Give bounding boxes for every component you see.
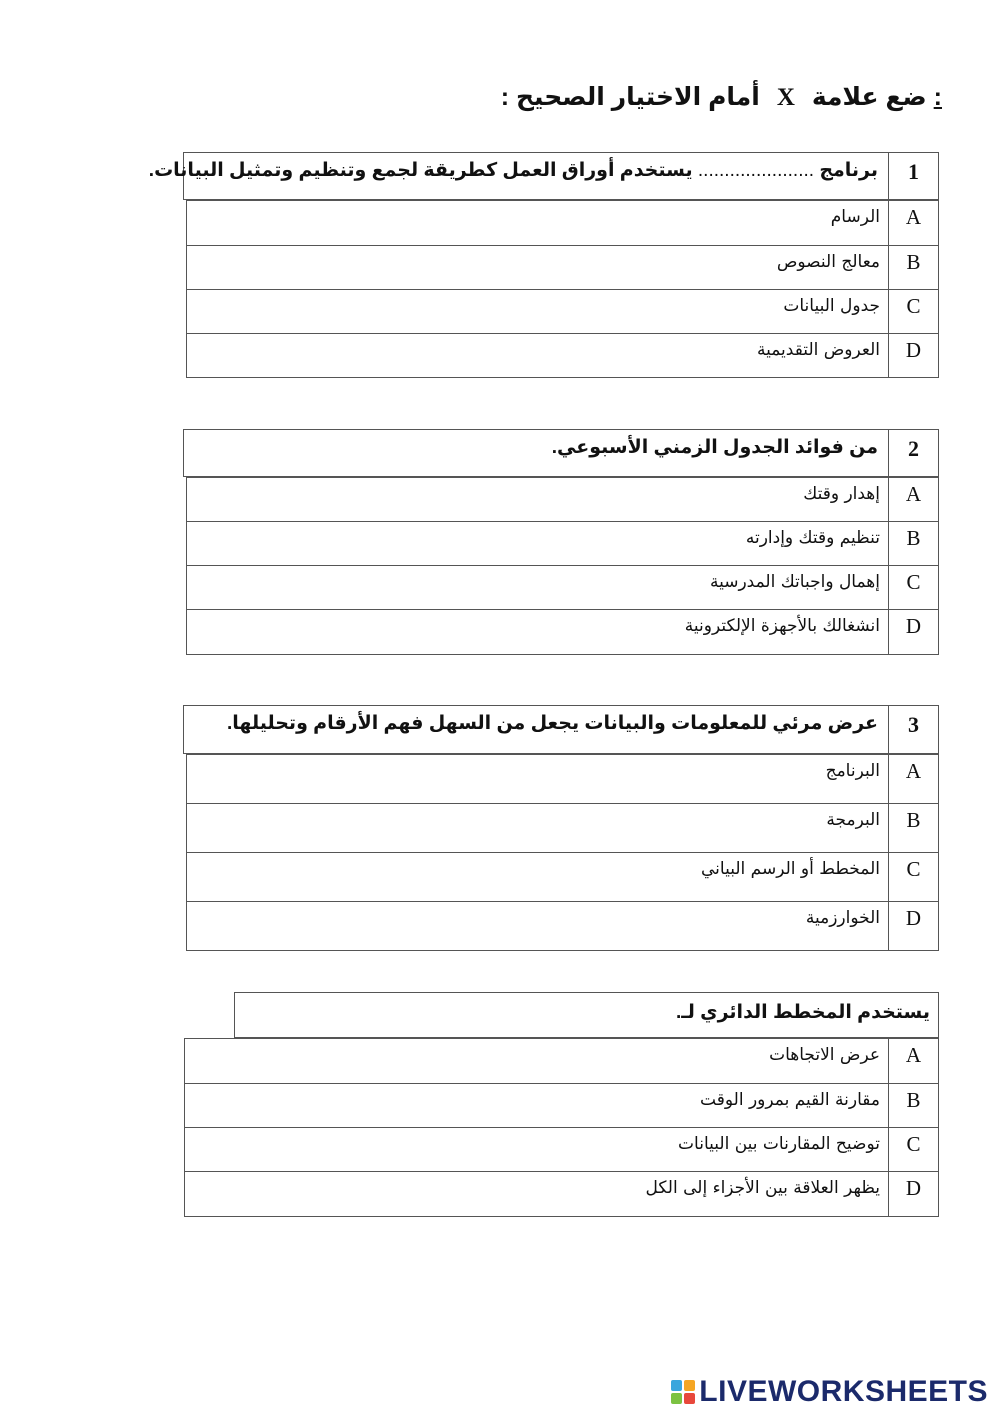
option-row[interactable] bbox=[185, 1127, 938, 1171]
question-4-header bbox=[234, 992, 939, 1038]
logo-square bbox=[671, 1380, 682, 1391]
question-1-blank[interactable]: ...................... bbox=[697, 160, 815, 181]
option-letter: B bbox=[888, 804, 938, 852]
option-text: مقارنة القيم بمرور الوقت bbox=[700, 1090, 880, 1110]
question-4-options bbox=[184, 1038, 939, 1217]
option-text: إهدار وقتك bbox=[803, 484, 880, 504]
option-row[interactable] bbox=[187, 521, 938, 565]
option-text: الخوارزمية bbox=[805, 908, 880, 928]
question-1-text bbox=[149, 153, 888, 199]
logo-square bbox=[684, 1380, 695, 1391]
question-3-header bbox=[183, 705, 939, 754]
option-row[interactable] bbox=[187, 901, 938, 950]
title-colon: : bbox=[933, 83, 942, 111]
option-text: العروض التقديمية bbox=[756, 340, 880, 360]
option-row[interactable] bbox=[187, 803, 938, 852]
option-row[interactable] bbox=[185, 1038, 938, 1083]
title-colon-end: : bbox=[500, 83, 510, 111]
question-1-header bbox=[148, 152, 939, 200]
option-text: المخطط أو الرسم البياني bbox=[700, 859, 880, 879]
option-letter: C bbox=[888, 566, 938, 609]
option-letter: D bbox=[888, 610, 938, 654]
question-2-options bbox=[186, 477, 939, 655]
option-text: يظهر العلاقة بين الأجزاء إلى الكل bbox=[645, 1178, 880, 1198]
option-row[interactable] bbox=[187, 333, 938, 377]
title-suffix: أمام الاختيار الصحيح bbox=[515, 83, 760, 111]
option-letter: B bbox=[888, 1084, 938, 1127]
option-text: البرمجة bbox=[826, 810, 880, 830]
logo-squares-icon bbox=[671, 1380, 695, 1404]
option-row[interactable] bbox=[187, 565, 938, 609]
question-2-number: 2 bbox=[888, 430, 938, 476]
option-letter: A bbox=[888, 755, 938, 803]
option-letter: A bbox=[888, 478, 938, 521]
liveworksheets-logo bbox=[671, 1375, 988, 1409]
option-row[interactable] bbox=[185, 1171, 938, 1216]
question-1-options bbox=[186, 200, 939, 378]
option-letter: C bbox=[888, 290, 938, 333]
option-text: انشغالك بالأجهزة الإلكترونية bbox=[684, 616, 880, 636]
option-text: معالج النصوص bbox=[776, 252, 880, 272]
option-letter: A bbox=[888, 201, 938, 245]
option-text: البرنامج bbox=[825, 761, 880, 781]
question-2-header bbox=[183, 429, 939, 477]
question-1-number: 1 bbox=[888, 153, 938, 199]
option-row[interactable] bbox=[187, 245, 938, 289]
option-row[interactable] bbox=[187, 609, 938, 654]
question-1-text-before: برنامج bbox=[819, 160, 878, 181]
option-row[interactable] bbox=[187, 754, 938, 803]
option-row[interactable] bbox=[187, 852, 938, 901]
option-letter: D bbox=[888, 902, 938, 950]
option-text: تنظيم وقتك وإدارته bbox=[745, 528, 880, 548]
option-row[interactable] bbox=[187, 477, 938, 521]
option-row[interactable] bbox=[185, 1083, 938, 1127]
page-title bbox=[501, 82, 942, 112]
question-4-text: يستخدم المخطط الدائري لـ. bbox=[676, 1002, 930, 1023]
option-letter: A bbox=[888, 1039, 938, 1083]
logo-brand-text: LIVEWORKSHEETS bbox=[699, 1375, 988, 1408]
option-letter: C bbox=[888, 853, 938, 901]
logo-square bbox=[684, 1393, 695, 1404]
option-letter: D bbox=[888, 334, 938, 377]
question-3-options bbox=[186, 754, 939, 951]
question-3-number: 3 bbox=[888, 706, 938, 753]
option-letter: B bbox=[888, 246, 938, 289]
option-text: عرض الاتجاهات bbox=[769, 1045, 880, 1065]
option-letter: D bbox=[888, 1172, 938, 1216]
question-3-text: عرض مرئي للمعلومات والبيانات يجعل من السهل فهم الأرقام وتحليلها. bbox=[227, 713, 878, 734]
option-text: إهمال واجباتك المدرسية bbox=[709, 572, 880, 592]
option-letter: C bbox=[888, 1128, 938, 1171]
question-1-text-after: يستخدم أوراق العمل كطريقة لجمع وتنظيم وتمثيل البيانات. bbox=[148, 160, 693, 181]
question-2-text: من فوائد الجدول الزمني الأسبوعي. bbox=[551, 437, 878, 458]
option-row[interactable] bbox=[187, 200, 938, 245]
option-text: توضيح المقارنات بين البيانات bbox=[678, 1134, 880, 1154]
logo-square bbox=[671, 1393, 682, 1404]
option-letter: B bbox=[888, 522, 938, 565]
option-text: جدول البيانات bbox=[783, 296, 880, 316]
option-row[interactable] bbox=[187, 289, 938, 333]
title-prefix: ضع علامة bbox=[811, 83, 927, 111]
option-text: الرسام bbox=[830, 207, 880, 227]
title-mark: X bbox=[776, 84, 795, 111]
